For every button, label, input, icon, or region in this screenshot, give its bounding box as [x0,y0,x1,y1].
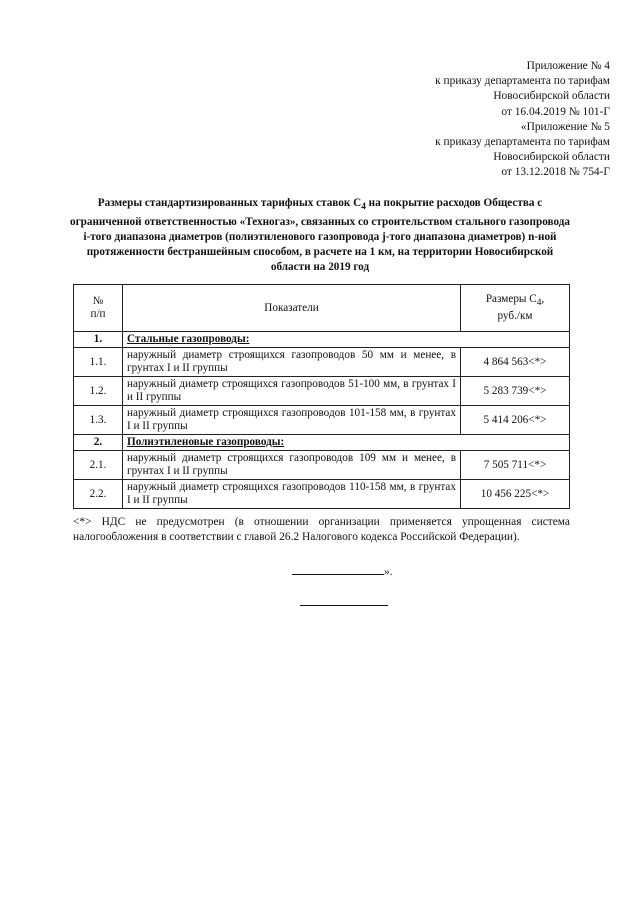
table-row [74,348,570,377]
table-row [74,377,570,406]
header-line: от 16.04.2019 № 101-Г [501,105,610,118]
title-text-start: Размеры стандартизированных тарифных ставок С [97,197,362,209]
row-desc: наружный диаметр строящихся газопроводов 50 мм и менее, в грунтах I и II группы [123,348,461,377]
vat-footnote: <*> НДС не предусмотрен (в отношении организации применяется упрощенная система налогообложения в соответствии с главой 26.2 Налогового кодекса Российской Федерации). [73,516,570,543]
tariff-table [73,284,570,509]
table-header-row [74,285,570,332]
header-line: от 13.12.2018 № 754-Г [501,166,610,179]
closing-underline [292,563,384,575]
row-value: 5 414 206<*> [461,406,570,435]
header-line: к приказу департамента по тарифам [435,75,610,88]
header-line: «Приложение № 5 [520,120,610,133]
closing-line [292,563,393,578]
title-text-rest: на покрытие расходов Общества с ограниченной ответственностью «Техногаз», связанных со строительством стального газопровода i-того диапазона диаметров (полиэтиленового газопровода j-того диапазона диаметров) n-ной протяженности бестраншейным способом, в расчете на 1 км, на территории Новосибирской области на 2019 год [70,197,570,274]
row-num: 1.2. [74,377,123,406]
table-row [74,480,570,509]
row-desc: наружный диаметр строящихся газопроводов 101-158 мм, в грунтах I и II группы [123,406,461,435]
group-row [74,435,570,451]
document-title [70,196,570,275]
separator-line [300,605,388,606]
header-line: к приказу департамента по тарифам [435,136,610,149]
group-num: 1. [74,332,123,348]
row-desc: наружный диаметр строящихся газопроводов 109 мм и менее, в грунтах I и II группы [123,451,461,480]
header-size [461,285,570,332]
row-value: 4 864 563<*> [461,348,570,377]
group-num: 2. [74,435,123,451]
row-value: 5 283 739<*> [461,377,570,406]
header-size-subscript: 4 [536,298,542,309]
appendix-header [435,59,610,181]
row-num: 1.3. [74,406,123,435]
header-size-unit: руб./км [497,310,533,323]
group-title: Стальные газопроводы: [123,332,570,348]
header-num-line1: № [92,295,104,307]
header-line: Новосибирской области [493,90,610,103]
closing-quote: ». [384,566,393,578]
row-value: 10 456 225<*> [461,480,570,509]
table-row [74,406,570,435]
header-size-text: Размеры С [485,292,537,305]
row-desc: наружный диаметр строящихся газопроводов 51-100 мм, в грунтах I и II группы [123,377,461,406]
row-num: 1.1. [74,348,123,377]
title-subscript: 4 [361,202,366,213]
group-row [74,332,570,348]
row-num: 2.2. [74,480,123,509]
group-title: Полиэтиленовые газопроводы: [123,435,570,451]
header-size-comma: , [541,292,545,305]
header-indicators: Показатели [123,285,461,332]
header-num-line2: п/п [90,308,106,320]
row-desc: наружный диаметр строящихся газопроводов 110-158 мм, в грунтах I и II группы [123,480,461,509]
row-value: 7 505 711<*> [461,451,570,480]
header-line: Приложение № 4 [526,60,610,72]
row-num: 2.1. [74,451,123,480]
header-num [74,285,123,332]
table-row [74,451,570,480]
header-line: Новосибирской области [493,151,610,164]
